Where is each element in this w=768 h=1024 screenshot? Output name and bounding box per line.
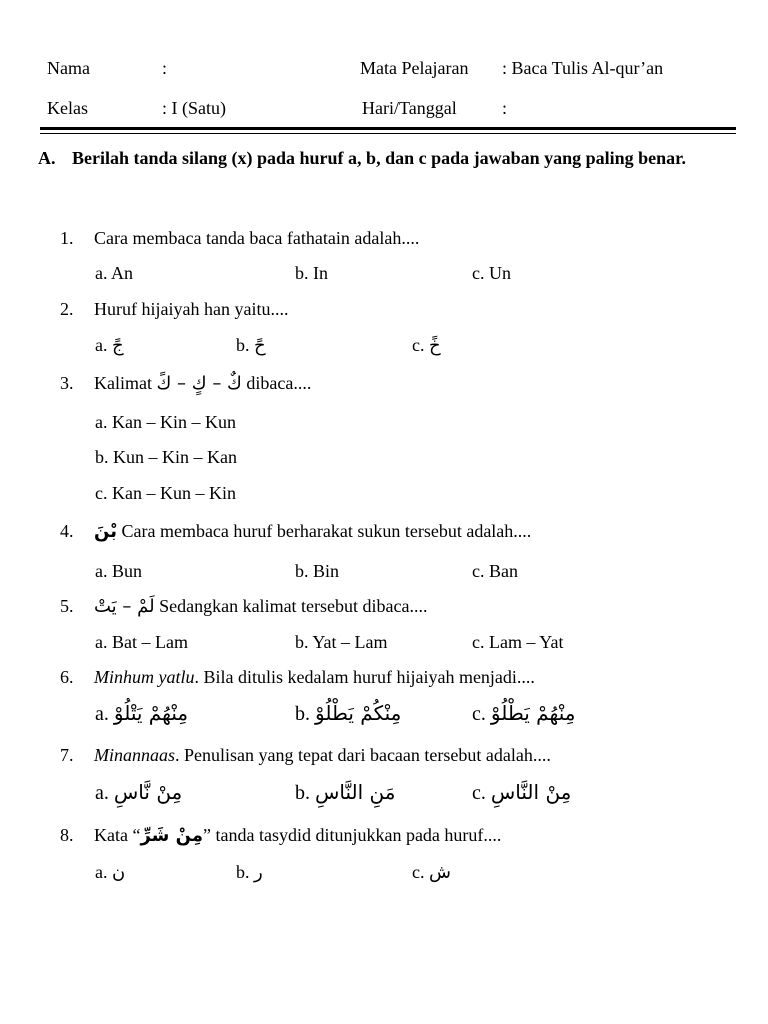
question-3-text bbox=[94, 374, 311, 393]
question-6-text-main: . Bila ditulis kedalam huruf hijaiyah menjadi.... bbox=[194, 667, 535, 687]
question-2-number: 2. bbox=[60, 299, 74, 319]
option-letter: b. bbox=[295, 703, 310, 725]
question-1-text: Cara membaca tanda baca fathatain adalah.... bbox=[94, 228, 420, 248]
question-5-number: 5. bbox=[60, 596, 74, 616]
question-8-option-c bbox=[412, 863, 451, 882]
option-arabic: ش bbox=[429, 862, 451, 883]
section-number: A. bbox=[38, 148, 56, 168]
question-2-option-c bbox=[412, 336, 441, 355]
question-2-option-a bbox=[95, 336, 124, 355]
question-6-text bbox=[94, 668, 535, 686]
option-letter: c. bbox=[412, 335, 425, 355]
nama-label: Nama bbox=[47, 58, 90, 78]
option-arabic: مِنْهُمْ يَطْلُوْ bbox=[490, 701, 576, 725]
option-arabic: مِنْهُمْ يَتْلُوْ bbox=[113, 701, 189, 725]
option-letter: a. bbox=[95, 782, 109, 804]
question-4-arabic: بْنَ bbox=[94, 521, 117, 542]
option-letter: b. bbox=[295, 782, 310, 804]
question-5-option-c: c. Lam – Yat bbox=[472, 632, 564, 652]
question-1-option-b: b. In bbox=[295, 263, 328, 283]
mapel-label: Mata Pelajaran bbox=[360, 58, 469, 78]
question-5-text bbox=[94, 597, 428, 616]
question-7-italic: Minannaas bbox=[94, 745, 175, 765]
option-arabic: جً bbox=[112, 335, 124, 356]
hari-colon: : bbox=[502, 98, 508, 118]
kelas-label: Kelas bbox=[47, 98, 88, 118]
section-instruction bbox=[38, 145, 728, 172]
option-letter: c. bbox=[472, 782, 486, 804]
question-3-option-a: a. Kan – Kin – Kun bbox=[95, 412, 236, 432]
question-4-text-main: Cara membaca huruf berharakat sukun tersebut adalah.... bbox=[121, 521, 532, 541]
question-2-option-b bbox=[236, 336, 266, 355]
option-arabic: خً bbox=[429, 335, 441, 356]
option-letter: c. bbox=[472, 703, 486, 725]
question-3-number: 3. bbox=[60, 373, 74, 393]
header-rule-thin bbox=[40, 133, 736, 134]
question-6-italic: Minhum yatlu bbox=[94, 667, 195, 687]
option-letter: c. bbox=[412, 862, 425, 882]
question-3-text-after: dibaca.... bbox=[246, 373, 312, 393]
option-arabic: ن bbox=[112, 862, 126, 883]
option-arabic: ر bbox=[254, 862, 263, 883]
header-rule-thick bbox=[40, 127, 736, 130]
option-arabic: مِنْكُمْ يَطْلُوْ bbox=[315, 701, 402, 725]
nama-colon: : bbox=[162, 58, 168, 78]
option-letter: b. bbox=[236, 335, 250, 355]
question-5-option-b: b. Yat – Lam bbox=[295, 632, 388, 652]
mapel-value: : Baca Tulis Al-qur’an bbox=[502, 58, 664, 78]
option-letter: a. bbox=[95, 862, 108, 882]
question-8-arabic: مِنْ شَرِّ bbox=[140, 825, 203, 846]
question-4-option-c: c. Ban bbox=[472, 561, 518, 581]
hari-label: Hari/Tanggal bbox=[362, 98, 457, 118]
question-4-number: 4. bbox=[60, 521, 74, 541]
question-4-text bbox=[94, 522, 531, 541]
question-7-option-c bbox=[472, 782, 571, 803]
question-8-number: 8. bbox=[60, 825, 74, 845]
question-7-option-a bbox=[95, 782, 182, 803]
instruction-text: Berilah tanda silang (x) pada huruf a, b, dan c pada jawaban yang paling benar. bbox=[72, 148, 686, 168]
question-3-option-b: b. Kun – Kin – Kan bbox=[95, 447, 237, 467]
question-4-option-b: b. Bin bbox=[295, 561, 340, 581]
question-6-option-b bbox=[295, 703, 401, 724]
question-7-option-b bbox=[295, 782, 396, 803]
question-8-text-after: ” tanda tasydid ditunjukkan pada huruf.... bbox=[202, 825, 502, 845]
option-arabic: حً bbox=[254, 335, 266, 356]
question-8-option-a bbox=[95, 863, 125, 882]
question-1-option-c: c. Un bbox=[472, 263, 511, 283]
question-3-arabic: كٌ – كٍ – كً bbox=[156, 373, 242, 394]
question-6-option-c bbox=[472, 703, 575, 724]
question-4-option-a: a. Bun bbox=[95, 561, 142, 581]
question-8-text-before: Kata “ bbox=[94, 825, 141, 845]
question-6-option-a bbox=[95, 703, 188, 724]
option-arabic: مِنْ النَّاسِ bbox=[490, 780, 572, 804]
question-7-number: 7. bbox=[60, 745, 74, 765]
question-1-number: 1. bbox=[60, 228, 74, 248]
question-7-text bbox=[94, 746, 551, 764]
question-6-number: 6. bbox=[60, 667, 74, 687]
question-5-text-main: Sedangkan kalimat tersebut dibaca.... bbox=[159, 596, 428, 616]
kelas-value: : I (Satu) bbox=[162, 98, 226, 118]
question-8-text bbox=[94, 826, 501, 845]
question-5-arabic: لَمْ – يَتْ bbox=[94, 596, 155, 617]
question-2-text: Huruf hijaiyah han yaitu.... bbox=[94, 299, 289, 319]
option-arabic: مِنْ نَّاسِ bbox=[113, 780, 183, 804]
question-1-option-a: a. An bbox=[95, 263, 133, 283]
option-arabic: مَنِ النَّاسِ bbox=[315, 780, 396, 804]
question-5-option-a: a. Bat – Lam bbox=[95, 632, 188, 652]
question-3-option-c: c. Kan – Kun – Kin bbox=[95, 483, 236, 503]
option-letter: b. bbox=[236, 862, 250, 882]
question-7-text-main: . Penulisan yang tepat dari bacaan tersebut adalah.... bbox=[175, 745, 551, 765]
question-8-option-b bbox=[236, 863, 263, 882]
option-letter: a. bbox=[95, 703, 109, 725]
question-3-text-before: Kalimat bbox=[94, 373, 152, 393]
option-letter: a. bbox=[95, 335, 108, 355]
